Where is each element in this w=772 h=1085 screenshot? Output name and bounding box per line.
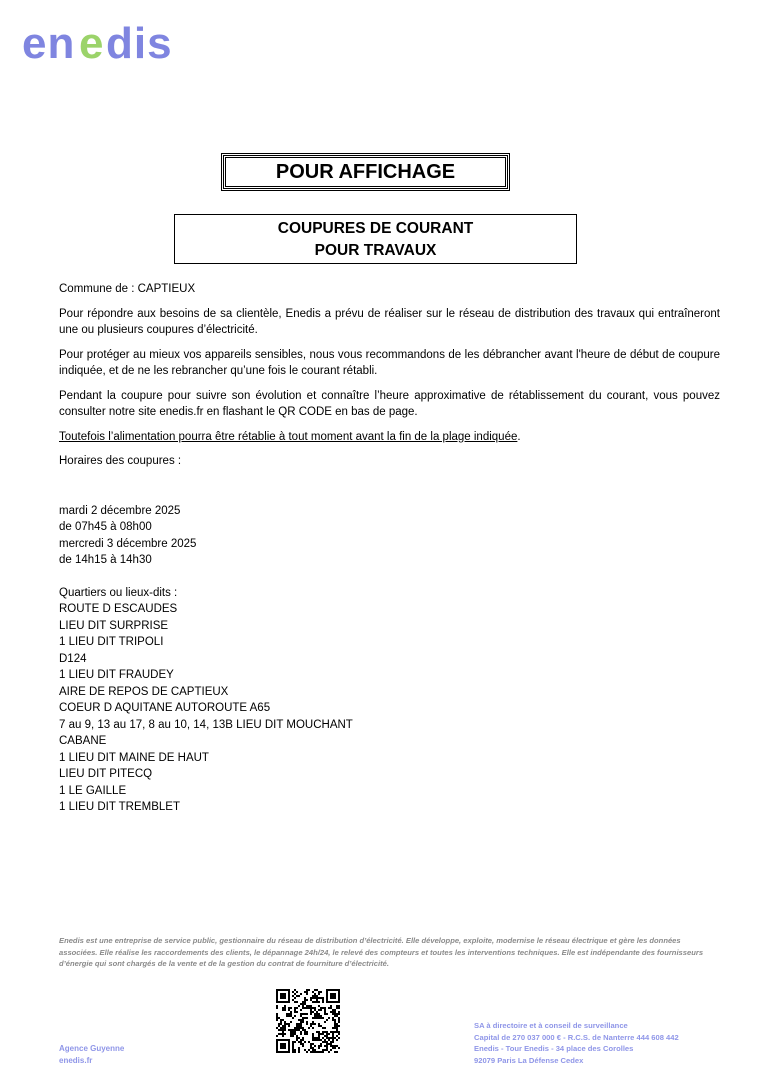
restoration-notice — [59, 429, 720, 446]
place-item: COEUR D AQUITANE AUTOROUTE A65 — [59, 702, 271, 714]
recommendation-paragraph: Pour protéger au mieux vos appareils sensibles, nous vous recommandons de les débrancher avant l'heure de début de coupure indiquée, et de ne les rebrancher qu’une fois le courant rétabli. — [59, 348, 720, 377]
place-item: 1 LE GAILLE — [59, 784, 127, 797]
schedule-heading: Horaires des coupures : — [59, 455, 182, 467]
subtitle-line2: POUR TRAVAUX — [314, 242, 437, 259]
restoration-notice-text: Toutefois l’alimentation pourra être rétablie à tout moment avant la fin de la plage indiquée — [59, 430, 518, 443]
schedule-item: mardi 2 décembre 2025 — [59, 504, 181, 517]
place-item: LIEU DIT SURPRISE — [59, 619, 169, 632]
subtitle-box — [174, 214, 577, 264]
place-item: 1 LIEU DIT TREMBLET — [59, 801, 180, 813]
intro-paragraph: Pour répondre aux besoins de sa clientèle, Enedis a prévu de réaliser sur le réseau de distribution des travaux qui entraîneront une ou plusieurs coupures d’électricité. — [59, 307, 720, 336]
title-box — [221, 153, 510, 191]
company-line: Enedis - Tour Enedis - 34 place des Corolles — [474, 1044, 634, 1053]
qr-info-paragraph: Pendant la coupure pour suivre son évolution et connaître l’heure approximative de rétablissement du courant, vous pouvez consulter notre site enedis.fr en flashant le QR CODE en bas de page. — [59, 389, 720, 418]
place-item: AIRE DE REPOS DE CAPTIEUX — [59, 685, 229, 698]
place-item: 7 au 9, 13 au 17, 8 au 10, 14, 13B LIEU DIT MOUCHANT — [59, 718, 353, 731]
svg-text:dis: dis — [106, 22, 173, 64]
place-item: CABANE — [59, 735, 107, 747]
svg-text:en: en — [22, 22, 76, 64]
schedule-item: mercredi 3 décembre 2025 — [59, 537, 197, 550]
place-item: 1 LIEU DIT FRAUDEY — [59, 669, 174, 681]
notice-content — [59, 281, 720, 816]
qr-code-icon[interactable] — [276, 989, 340, 1053]
place-item: LIEU DIT PITECQ — [59, 768, 153, 780]
agency-name: Agence Guyenne — [59, 1044, 125, 1053]
company-line: 92079 Paris La Défense Cedex — [474, 1055, 584, 1065]
commune-label: Commune de : CAPTIEUX — [59, 283, 196, 295]
places-heading: Quartiers ou lieux-dits : — [59, 586, 178, 599]
page-title: POUR AFFICHAGE — [225, 157, 506, 187]
company-line: SA à directoire et à conseil de surveillance — [474, 1021, 628, 1030]
place-item: 1 LIEU DIT MAINE DE HAUT — [59, 751, 209, 764]
place-item: D124 — [59, 652, 87, 665]
company-info — [474, 1020, 679, 1066]
places-list — [59, 585, 720, 816]
schedule-item: de 14h15 à 14h30 — [59, 554, 152, 566]
enedis-logo — [22, 22, 192, 64]
schedule-item: de 07h45 à 08h00 — [59, 521, 152, 533]
subtitle-line1: COUPURES DE COURANT — [277, 220, 474, 237]
website-link[interactable]: enedis.fr — [59, 1055, 93, 1065]
restoration-notice-period: . — [517, 430, 521, 443]
place-item: ROUTE D ESCAUDES — [59, 603, 178, 615]
header-dotted-line — [195, 56, 772, 59]
svg-text:e: e — [79, 22, 104, 64]
agency-info — [59, 1043, 124, 1066]
legal-notice: Enedis est une entreprise de service public, gestionnaire du réseau de distribution d’électricité. Elle développe, exploite, modernise le réseau électrique et gère les données associées. Elle réalise les raccordements des clients, le dépannage 24h/24, le relevé des compteurs et toutes les interventions techniques. Elle est indépendante des fournisseurs d’énergie qui sont chargés de la vente et de la gestion du contrat de fourniture d’électricité. — [59, 936, 704, 968]
schedule-list — [59, 503, 720, 569]
company-line: Capital de 270 037 000 € - R.C.S. de Nanterre 444 608 442 — [474, 1032, 679, 1042]
place-item: 1 LIEU DIT TRIPOLI — [59, 636, 164, 648]
